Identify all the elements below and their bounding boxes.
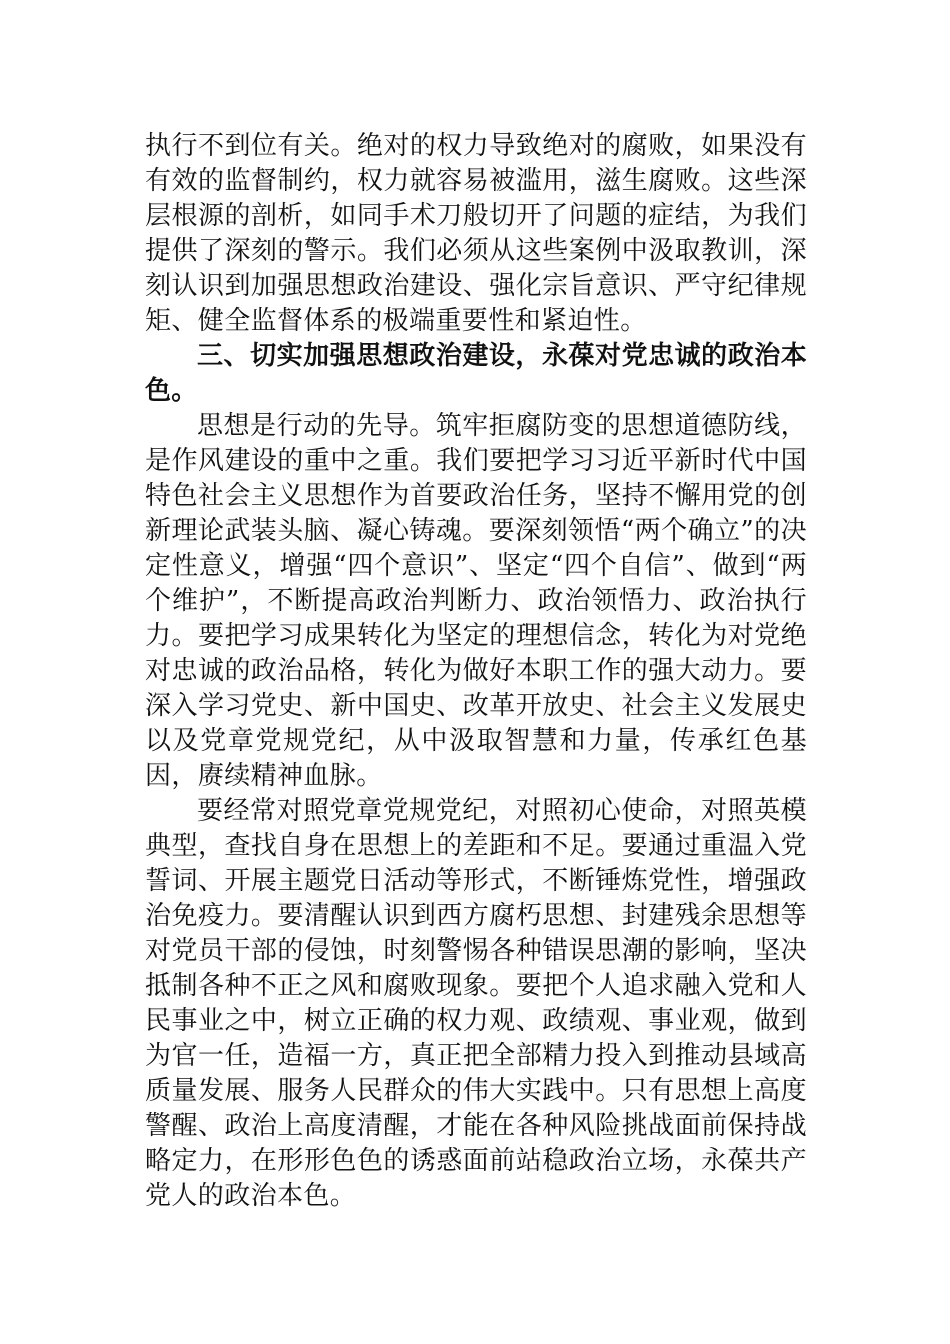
body-paragraph: 要经常对照党章党规党纪，对照初心使命，对照英模典型，查找自身在思想上的差距和不足。要通过重温入党誓词、开展主题党日活动等形式，不断锤炼党性，增强政治免疫力。要清醒认识到西方腐朽思想、封建残余思想等对党员干部的侵蚀，时刻警惕各种错误思潮的影响，坚决抵制各种不正之风和腐败现象。要把个人追求融入党和人民事业之中，树立正确的权力观、政绩观、事业观，做到为官一任，造福一方，真正把全部精力投入到推动县域高质量发展、服务人民群众的伟大实践中。只有思想上高度警醒、政治上高度清醒，才能在各种风险挑战面前保持战略定力，在形形色色的诱惑面前站稳政治立场，永葆共产党人的政治本色。 <box>145 796 807 1211</box>
document-page <box>145 129 807 1214</box>
body-paragraph: 思想是行动的先导。筑牢拒腐防变的思想道德防线，是作风建设的重中之重。我们要把学习习近平新时代中国特色社会主义思想作为首要政治任务，坚持不懈用党的创新理论武装头脑、凝心铸魂。要深刻领悟“两个确立”的决定性意义，增强“四个意识”、坚定“四个自信”、做到“两个维护”，不断提高政治判断力、政治领悟力、政治执行力。要把学习成果转化为坚定的理想信念，转化为对党绝对忠诚的政治品格，转化为做好本职工作的强大动力。要深入学习党史、新中国史、改革开放史、社会主义发展史以及党章党规党纪，从中汲取智慧和力量，传承红色基因，赓续精神血脉。 <box>145 411 807 791</box>
section-heading-3: 三、切实加强思想政治建设，永葆对党忠诚的政治本色。 <box>145 341 807 406</box>
body-paragraph-continued: 执行不到位有关。绝对的权力导致绝对的腐败，如果没有有效的监督制约，权力就容易被滥用，滋生腐败。这些深层根源的剖析，如同手术刀般切开了问题的症结，为我们提供了深刻的警示。我们必须从这些案例中汲取教训，深刻认识到加强思想政治建设、强化宗旨意识、严守纪律规矩、健全监督体系的极端重要性和紧迫性。 <box>145 131 807 336</box>
